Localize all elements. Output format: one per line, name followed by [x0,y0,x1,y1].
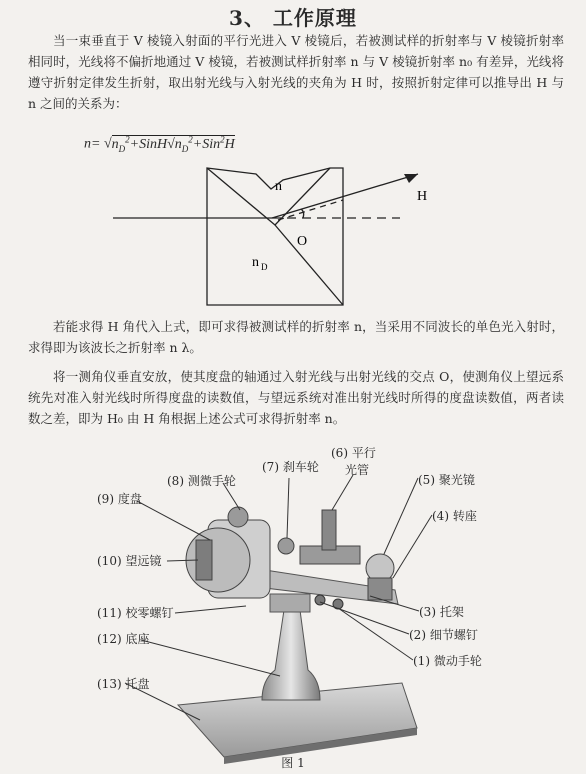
label-micro-handwheel: (1) 微动手轮 [413,654,482,668]
label-condenser: (5) 聚光镜 [418,473,475,487]
label-nD-sub: D [261,262,268,272]
leader-11 [175,606,246,613]
leader-6 [332,475,353,510]
label-degree-dial: (9) 度盘 [97,492,142,506]
base-column [262,610,320,700]
formula-lhs: n= [84,136,101,152]
formula-sin: +Sin [192,136,221,152]
collimator-post [322,510,336,550]
leader-4 [393,515,432,578]
formula-term1: n [111,136,119,152]
formula-sin-arg: H [224,136,235,152]
label-telescope: (10) 望远镜 [97,554,162,568]
label-H: H [417,189,428,204]
formula-term2: n [174,136,182,152]
label-n: n [275,179,282,194]
brake-wheel [278,538,294,554]
formula-term2-sub: D [181,143,189,154]
formula-term2-sup: 2 [188,134,193,144]
leader-1 [338,608,413,660]
formula-sinh: +SinH [129,136,168,152]
paragraph-two: 若能求得 H 角代入上式，即可求得被测试样的折射率 n，当采用不同波长的单色光入射时，求得即为该波长之折射率 n λ。 [28,319,564,355]
label-collimator-a: (6) 平行 [331,446,376,460]
formula-sin-sup: 2 [220,134,225,144]
label-nD: n [252,255,259,270]
leader-5 [384,478,418,554]
label-collimator-b: 光管 [345,463,370,477]
formula-term1-sup: 2 [125,134,130,144]
label-O: O [297,234,308,249]
figure-caption: 图 1 [281,756,305,770]
leader-12 [141,640,280,676]
label-bracket: (3) 托架 [419,605,464,619]
column-collar [270,594,310,612]
leader-2 [320,602,409,634]
label-zero-screw: (11) 校零螺钉 [97,606,174,620]
refraction-formula: $n= √n_D^2+SinH√n_D^2+Sin^2H$ [84,134,235,154]
label-base: (12) 底座 [97,632,150,646]
leader-9 [137,501,210,540]
formula-term1-sub: D [118,143,126,154]
leader-7 [287,478,289,538]
label-micrometer-wheel: (8) 测微手轮 [167,474,236,488]
label-rotating-seat: (4) 转座 [432,509,477,523]
intro-paragraph: 当一束垂直于 V 棱镜入射面的平行光进入 V 棱镜后，若被测试样的折射率与 V 棱镜折射率相同时，光线将不偏折地通过 V 棱镜，若被测试样折射率 n 与 V 棱镜折射率 n₀ 有差异，光线将遵守折射定律发生折射，取出射光线与入射光线的夹角为 H 时，按照折射定律可以推导出 H 与 n 之间的关系为： [28,33,564,111]
section-title: 3、 工作原理 [229,6,357,30]
label-brake-wheel: (7) 刹车轮 [262,460,319,474]
label-fine-screw: (2) 细节螺钉 [409,628,478,642]
paragraph-three: 将一测角仪垂直安放，使其度盘的轴通过入射光线与出射光线的交点 O，使测角仪上望远系统先对准入射光线时所得度盘的读数值，与望远系统对准出射光线时所得的度盘读数值，两者读数之差，即为 H₀ 由 H 角根据上述公式可求得折射率 n。 [28,369,564,426]
micrometer-handwheel [228,507,248,527]
telescope [196,540,212,580]
label-tray: (13) 托盘 [97,677,150,691]
